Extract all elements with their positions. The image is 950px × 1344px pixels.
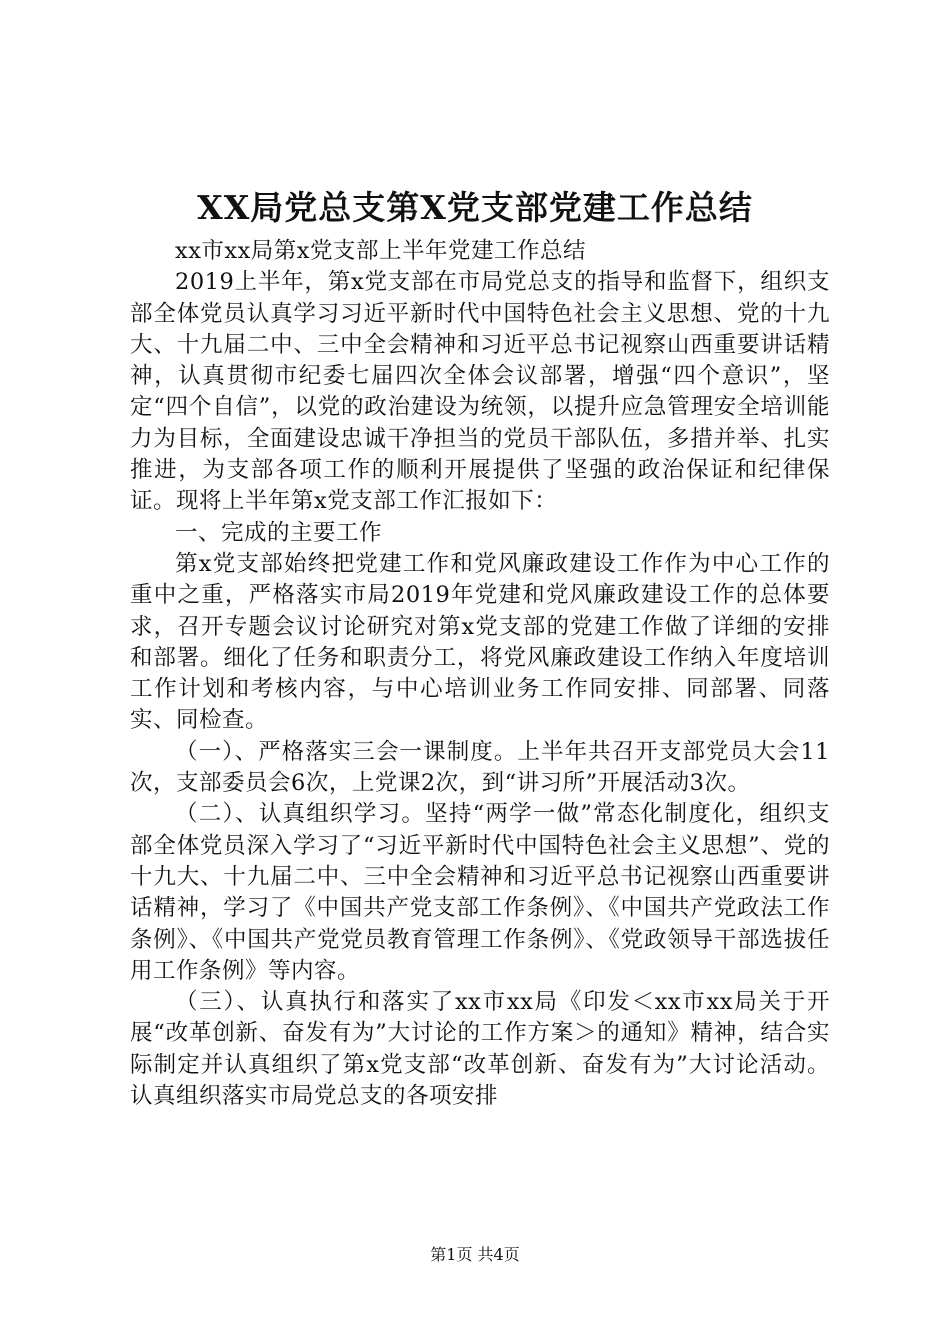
paragraph-item-2: （二）、认真组织学习。坚持“两学一做”常态化制度化，组织支部全体党员深入学习了“习近平新时代中国特色社会主义思想”、党的十九大、十九届二中、三中全会精神和习近平总书记视察山西重要讲话精神，学习了《中国共产党支部工作条例》、《中国共产党政法工作条例》、《中国共产党党员教育管理工作条例》、《党政领导干部选拔任用工作条例》等内容。: [130, 801, 830, 984]
document-title: XX局党总支第X党支部党建工作总结: [197, 188, 753, 227]
paragraph-item-1: （一）、严格落实三会一课制度。上半年共召开支部党员大会11次，支部委员会6次，上党课2次，到“讲习所”开展活动3次。: [130, 738, 830, 797]
page-footer: 第1页 共4页: [430, 1245, 520, 1264]
paragraph-item-3: （三）、认真执行和落实了xx市xx局《印发＜xx市xx局关于开展“改革创新、奋发有为”大讨论的工作方案＞的通知》精神，结合实际制定并认真组织了第x党支部“改革创新、奋发有为”大讨论活动。认真组织落实市局党总支的各项安排: [130, 989, 830, 1110]
paragraph-main-work: 第x党支部始终把党建工作和党风廉政建设工作作为中心工作的重中之重，严格落实市局2019年党建和党风廉政建设工作的总体要求，召开专题会议讨论研究对第x党支部的党建工作做了详细的安排和部署。细化了任务和职责分工，将党风廉政建设工作纳入年度培训工作计划和考核内容，与中心培训业务工作同安排、同部署、同落实、同检查。: [130, 550, 830, 734]
paragraph-subtitle: xx市xx局第x党支部上半年党建工作总结: [175, 238, 586, 264]
section-heading: 一、完成的主要工作: [175, 519, 383, 546]
paragraph-intro: 2019上半年，第x党支部在市局党总支的指导和监督下，组织支部全体党员认真学习习近平新时代中国特色社会主义思想、党的十九大、十九届二中、三中全会精神和习近平总书记视察山西重要讲话精神，认真贯彻市纪委七届四次全体会议部署，增强“四个意识”，坚定“四个自信”，以党的政治建设为统领，以提升应急管理安全培训能力为目标，全面建设忠诚干净担当的党员干部队伍，多措并举、扎实推进，为支部各项工作的顺利开展提供了坚强的政治保证和纪律保证。现将上半年第x党支部工作汇报如下：: [130, 269, 830, 515]
document-body: [130, 236, 830, 1112]
